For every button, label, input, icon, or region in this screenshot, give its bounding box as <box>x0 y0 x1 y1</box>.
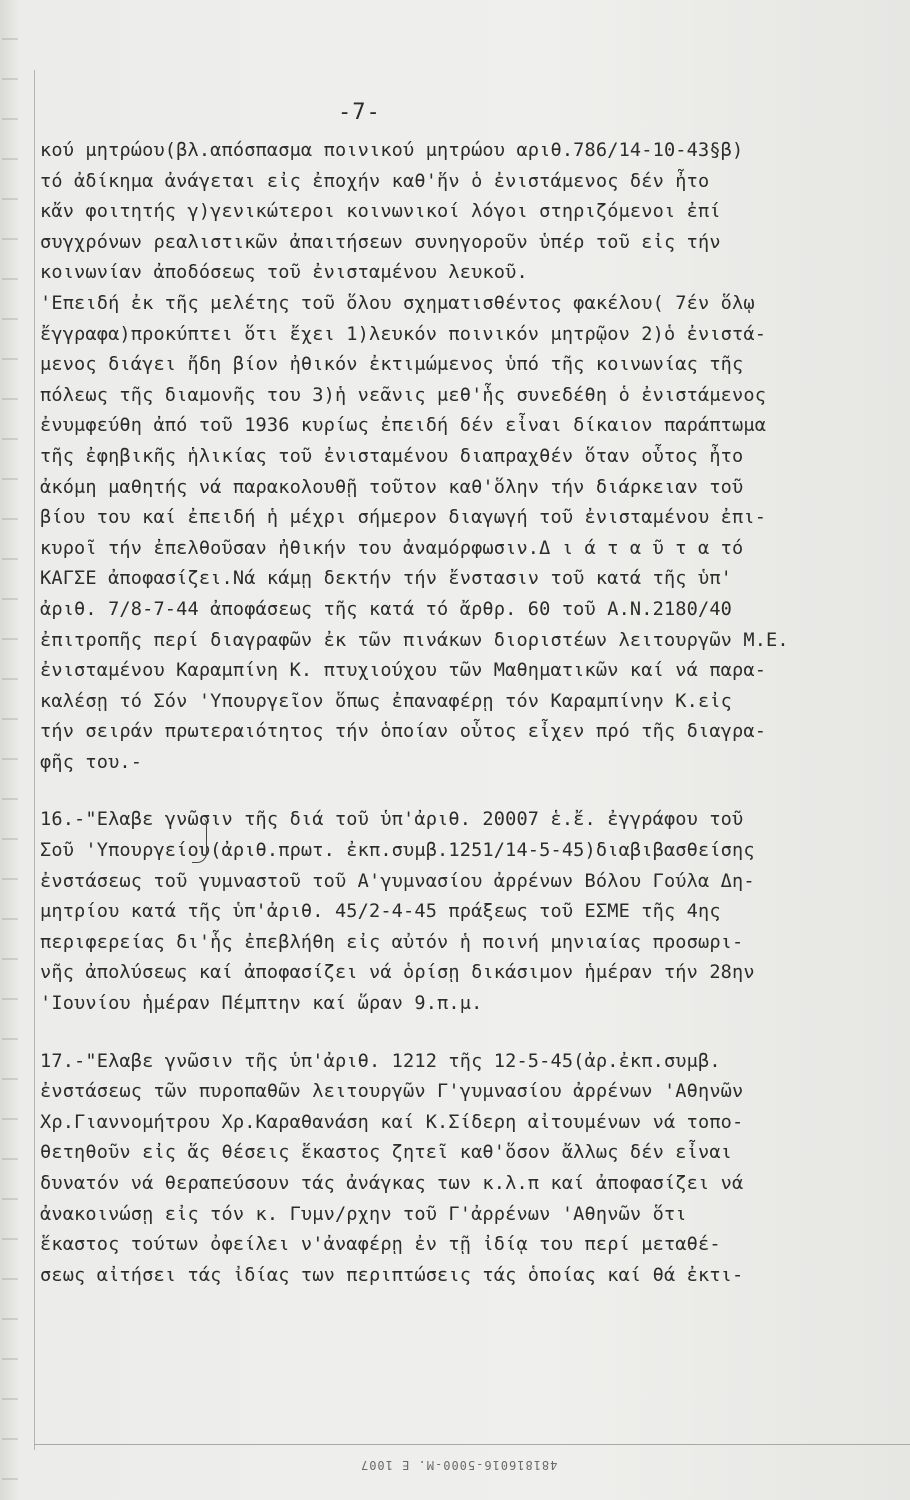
text-line: κοινωνίαν ἀποδόσεως τοῦ ἐνισταμένου λευκοῦ. <box>40 262 528 284</box>
text-line: ἐπιτροπῆς περί διαγραφῶν ἐκ τῶν πινάκων διοριστέων λειτουργῶν Μ.Ε. <box>40 629 789 651</box>
text-line: σεως αἰτήσει τάς ἰδίας των περιπτώσεις τάς ὁποίας καί θά ἐκτι- <box>40 1264 744 1286</box>
text-line: 16.-"Ελαβε γνῶσιν τῆς διά τοῦ ὑπ'ἀριθ. 20007 ἑ.ἔ. ἐγγράφου τοῦ <box>40 809 744 831</box>
text-line: νῆς ἀπολύσεως καί ἀποφασίζει νά ὁρίσῃ δικάσιμον ἡμέραν τήν 28ην <box>40 962 755 984</box>
text-line: Σοῦ 'Υπουργείου(ἀριθ.πρωτ. ἐκπ.συμβ.1251/14-5-45)διαβιβασθείσης <box>40 840 755 862</box>
text-line: ἀριθ. 7/8-7-44 ἀποφάσεως τῆς κατά τό ἄρθρ. 60 τοῦ Α.Ν.2180/40 <box>40 598 733 620</box>
left-margin-rule <box>34 70 35 1450</box>
text-line: 'Ιουνίου ἡμέραν Πέμπτην καί ὥραν 9.π.μ. <box>40 993 483 1015</box>
text-line: μενος διάγει ἤδη βίον ἠθικόν ἐκτιμώμενος ὑπό τῆς κοινωνίας τῆς <box>40 354 744 376</box>
text-line: θετηθοῦν εἰς ἅς θέσεις ἕκαστος ζητεῖ καθ'ὅσον ἄλλως δέν εἶναι <box>40 1142 733 1164</box>
binding-edge <box>2 0 18 1500</box>
paragraph-gap <box>40 1020 910 1047</box>
text-line: δυνατόν νά θεραπεύσουν τάς ἀνάγκας των κ.λ.π καί ἀποφασίζει νά <box>40 1173 744 1194</box>
typed-body <box>40 136 910 1291</box>
printer-footer: 481816016-5000-M. E 1007 <box>360 1458 558 1472</box>
text-line: βίου του καί ἐπειδή ἡ μέχρι σήμερον διαγωγή τοῦ ἐνισταμένου ἐπι- <box>40 507 767 529</box>
text-line: συγχρόνων ρεαλιστικῶν ἀπαιτήσεων συνηγοροῦν ὑπέρ τοῦ εἰς τήν <box>40 231 721 253</box>
text-line: τό ἀδίκημα ἀνάγεται εἰς ἐποχήν καθ'ἥν ὁ ἐνιστάμενος δέν ἦτο <box>40 170 710 192</box>
item-16 <box>40 805 910 1019</box>
text-line: πόλεως τῆς διαμονῆς του 3)ἡ νεᾶνις μεθ'ἧς συνεδέθη ὁ ἐνιστάμενος <box>40 384 767 406</box>
text-line: μητρίου κατά τῆς ὑπ'ἀριθ. 45/2-4-45 πράξεως τοῦ ΕΣΜΕ τῆς 4ης <box>40 901 721 923</box>
text-line: ἐνισταμένου Καραμπίνη Κ. πτυχιούχου τῶν Μαθηματικῶν καί νά παρα- <box>40 660 767 682</box>
text-line: καλέσῃ τό Σόν 'Υπουργεῖον ὅπως ἐπαναφέρῃ τόν Καραμπίνην Κ.εἰς <box>40 690 733 712</box>
bottom-rule <box>34 1444 910 1445</box>
text-line: ἔγγραφα)προκύπτει ὅτι ἔχει 1)λευκόν ποινικόν μητρῷον 2)ὁ ἐνιστά- <box>40 323 767 345</box>
text-line: ἕκαστος τούτων ὀφείλει ν'ἀναφέρῃ ἐν τῇ ἰδίᾳ του περί μεταθέ- <box>40 1234 721 1256</box>
text-line: Χρ.Γιαννομήτρου Χρ.Καραθανάση καί Κ.Σίδερη αἰτουμένων νά τοπο- <box>40 1111 744 1133</box>
text-line: 'Επειδή ἐκ τῆς μελέτης τοῦ ὅλου σχηματισθέντος φακέλου( 7έν ὅλῳ <box>40 292 755 314</box>
text-line: ἐνστάσεως τῶν πυροπαθῶν λειτουργῶν Γ'γυμνασίου ἀρρένων 'Αθηνῶν <box>40 1081 744 1103</box>
text-line: τῆς ἐφηβικῆς ἡλικίας τοῦ ἐνισταμένου διαπραχθέν ὅταν οὗτος ἦτο <box>40 445 744 467</box>
text-line: κυροῖ τήν ἐπελθοῦσαν ἠθικήν του ἀναμόρφωσιν.Δ ι ά τ α ῦ τ α τό <box>40 537 744 559</box>
paragraph-continuation <box>40 136 910 778</box>
text-line: ἐνστάσεως τοῦ γυμναστοῦ τοῦ Α'γυμνασίου ἀρρένων Βόλου Γούλα Δη- <box>40 870 755 892</box>
item-17 <box>40 1047 910 1292</box>
text-line: περιφερείας δι'ἧς ἐπεβλήθη εἰς αὐτόν ἡ ποινή μηνιαίας προσωρι- <box>40 931 744 953</box>
text-line: 17.-"Ελαβε γνῶσιν τῆς ὑπ'ἀριθ. 1212 τῆς 12-5-45(ἀρ.ἐκπ.συμβ. <box>40 1050 721 1072</box>
paragraph-gap <box>40 778 910 805</box>
text-line: ἀκόμη μαθητής νά παρακολουθῇ τοῦτον καθ'ὅλην τήν διάρκειαν τοῦ <box>40 476 744 498</box>
text-line: κού μητρώου(βλ.απόσπασμα ποινικού μητρώου αριθ.786/14-10-43§β) <box>40 140 744 161</box>
text-line: ἐνυμφεύθη ἀπό τοῦ 1936 κυρίως ἐπειδή δέν εἶναι δίκαιον παράπτωμα <box>40 415 767 437</box>
handwritten-bracket-mark <box>192 818 207 863</box>
text-line: κἄν φοιτητής γ)γενικώτεροι κοινωνικοί λόγοι στηριζόμενοι ἐπί <box>40 201 721 223</box>
text-line: φῆς του.- <box>40 751 143 773</box>
text-line: ΚΑΓΣΕ ἀποφασίζει.Νά κάμῃ δεκτήν τήν ἔνστασιν τοῦ κατά τῆς ὑπ' <box>40 568 733 590</box>
page-number: -7- <box>338 100 381 125</box>
text-line: ἀνακοινώσῃ εἰς τόν κ. Γυμν/ρχην τοῦ Γ'ἀρρένων 'Αθηνῶν ὅτι <box>40 1203 687 1225</box>
text-line: τήν σειράν πρωτεραιότητος τήν ὁποίαν οὗτος εἶχεν πρό τῆς διαγρα- <box>40 721 767 743</box>
